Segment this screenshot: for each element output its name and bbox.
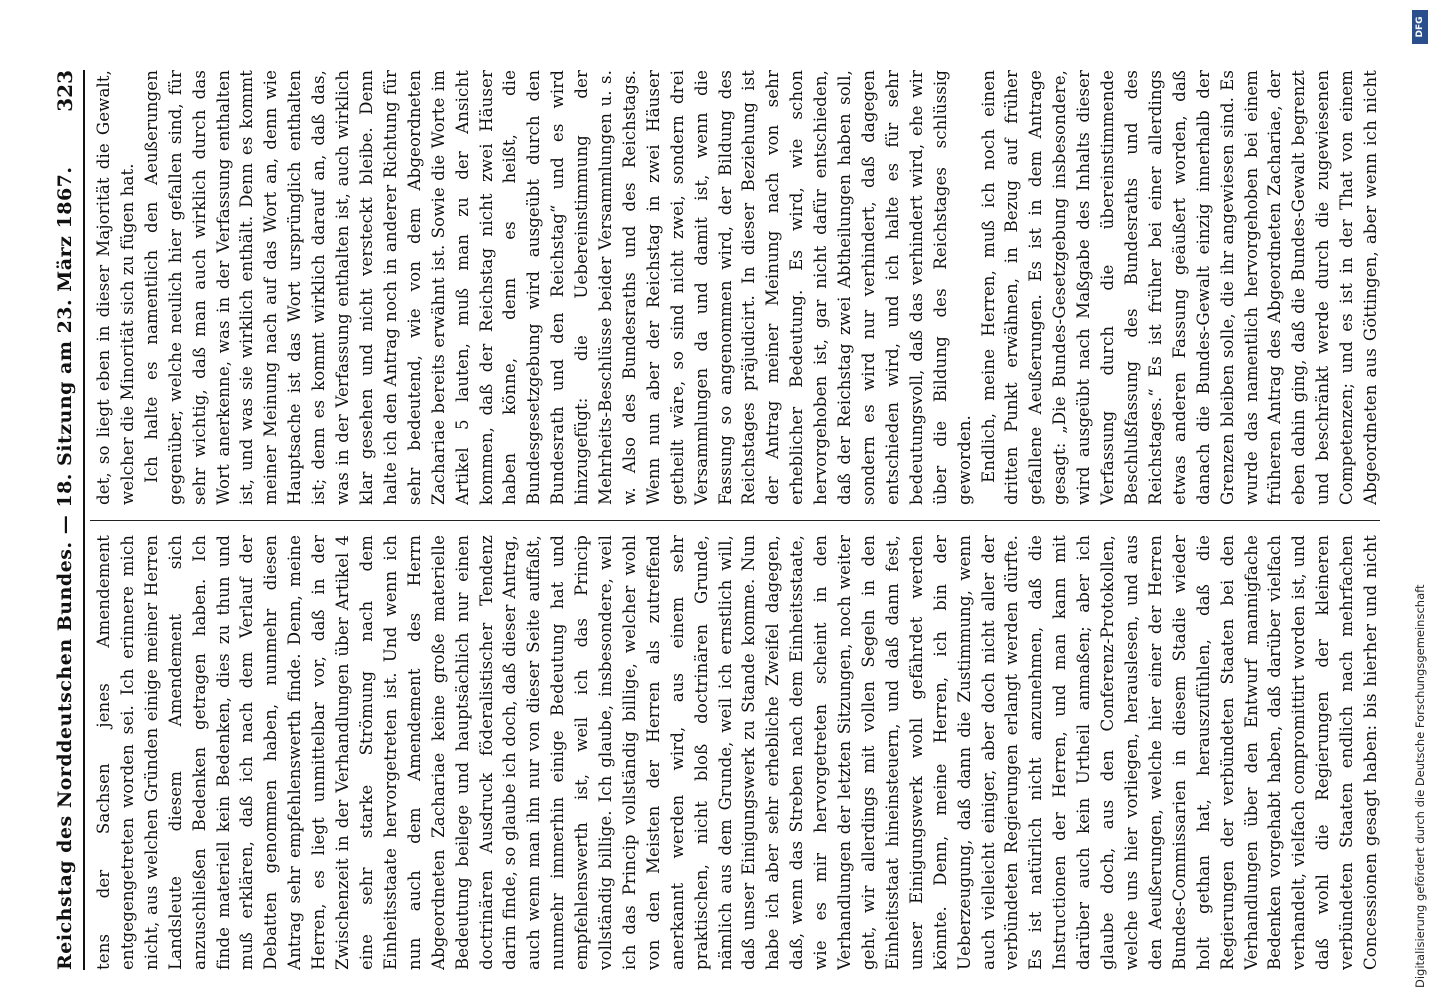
rotated-printed-page [20,40,1400,1000]
dfg-logo-icon [1412,10,1428,44]
right-paragraph-3: Endlich, meine Herren, muß ich noch einen dritten Punkt erwähnen, in Bezug auf früher gefallene Aeußerungen. Es ist in dem Antrage gesagt: „Die Bundes-Gesetzgebung insbesondere, wird ausgeübt nach Maßgabe des Inhalts dieser Verfassung durch die übereinstimmende Beschlußfassung des Bundesraths und des Reichstages.“ Es ist früher bei einer allerdings etwas anderen Fassung geäußert worden, daß danach die Bundes-Gewalt einzig innerhalb der Grenzen bleiben solle, die ihr angewiesen sind. Es wurde das namentlich hervorgehoben bei einem früheren Antrag des Abgeordneten Zachariae, der eben dahin ging, daß die Bundes-Gewalt begrenzt und beschränkt werde durch die zugewiesenen Competenzen; und es ist in der That von einem Abgeordneten aus Göttingen, aber wenn ich nicht [978,70,1381,505]
column-divider [90,520,1380,521]
left-column [92,535,1382,970]
right-column [92,70,1382,505]
right-paragraph-1: det, so liegt eben in dieser Majorität die Gewalt, welcher die Minorität sich zu fügen hat. [94,70,137,505]
dfg-logo-text: DFG [1415,16,1425,38]
right-paragraph-2: Ich halte es namentlich den Aeußerungen gegenüber, welche neulich hier gefallen sind, für sehr wichtig, daß man auch wirklich durch das Wort anerkenne, was in der Verfassung enthalten ist, und was sie wirklich enthält. Denn es kommt meiner Meinung nach auf das Wort an, denn wie Hauptsache ist das Wort ursprünglich enthalten ist; denn es kommt wirklich darauf an, daß das, was in der Verfassung enthalten ist, auch wirklich klar gesehen und nicht versteckt bleibe. Denn halte ich den Antrag noch in anderer Richtung für sehr bedeutend, wie von dem Abgeordneten Zachariae bereits erwähnt ist. Sowie die Worte im Artikel 5 lauten, muß man zu der Ansicht kommen, daß der Reichstag nicht zwei Häuser haben könne, denn es heißt, die Bundesgesetzgebung wird ausgeübt durch den Bundesrath und den Reichstag“ und es wird hinzugefügt: die Uebereinstimmung der Mehrheits-Beschlüsse beider Versammlungen u. s. w. Also des Bundesraths und des Reichstags. Wenn nun aber der Reichstag in zwei Häuser getheilt wäre, so sind nicht zwei, sondern drei Versammlungen da und damit ist, wenn die Fassung so angenommen wird, der Bildung des Reichstages präjudicirt. In dieser Beziehung ist der Antrag meiner Meinung nach von sehr erheblicher Bedeutung. Es wird, wie schon hervorgehoben ist, gar nicht dafür entschieden, daß der Reichstag zwei Abtheilungen haben soll, sondern es wird nur verhindert, daß dagegen entschieden wird, und ich halte es für sehr bedeutungsvoll, daß das verhindert wird, ehe wir über die Bildung des Reichstages schlüssig geworden. [141,70,974,505]
page-header [50,70,80,970]
running-title: Reichstag des Norddeutschen Bundes. — 18. Sitzung am 23. März 1867. [54,166,76,970]
page-number: 323 [53,70,77,112]
header-rule [83,70,85,970]
digitization-credit: Digitalisierung gefördert durch die Deutsche Forschungsgemeinschaft [1413,584,1427,988]
credit-strip [1408,0,1432,1000]
left-paragraph-1: tens der Sachsen jenes Amendement entgegengetreten worden sei. Ich erinnere mich nicht, aus welchen Gründen einige meiner Herren Landsleute diesem Amendement sich anzuschließen Bedenken getragen haben. Ich finde materiell kein Bedenken, dies zu thun und muß erklären, daß ich nach dem Verlauf der Debatten genommen haben, nunmehr diesen Antrag sehr empfehlenswerth finde. Denn, meine Herren, es liegt unmittelbar vor, daß in der Zwischenzeit in der Verhandlungen über Artikel 4 eine sehr starke Strömung nach dem Einheitsstaate hervorgetreten ist. Und wenn ich nun auch dem Amendement des Herrn Abgeordneten Zachariae keine große materielle Bedeutung beilege und hauptsächlich nur einen doctrinären Ausdruck föderalistischer Tendenz darin finde, so glaube ich doch, daß dieser Antrag, auch wenn man ihn nur von dieser Seite auffaßt, nunmehr immerhin einige Bedeutung hat und empfehlenswerth ist, weil ich das Princip vollständig billige. Ich glaube, insbesondere, weil ich das Princip vollständig billige, welcher wohl von den Meisten der Herren als zutreffend anerkannt werden wird, aus einem sehr praktischen, nicht bloß doctrinären Grunde, nämlich aus dem Grunde, weil ich ernstlich will, daß unser Einigungswerk zu Stande komme. Nun habe ich aber sehr erhebliche Zweifel dagegen, daß, wenn das Streben nach dem Einheitsstaate, wie es mir hervorgetreten scheint in den Verhandlungen der letzten Sitzungen, noch weiter geht, wir allerdings mit vollen Segeln in den Einheitsstaat hineinsteuern, und daß dann fest, unser Einigungswerk wohl gefährdet werden könnte. Denn, meine Herren, ich bin der Ueberzeugung, daß dann die Zustimmung, wenn auch vielleicht einiger, aber doch nicht aller der verbündeten Regierungen erlangt werden dürfte. Es ist natürlich nicht anzunehmen, daß die Instructionen der Herren, und man kann mit darüber auch kein Urtheil anmaßen; aber ich glaube doch, aus den Conferenz-Protokollen, welche uns hier vorliegen, herauslesen, und aus den Aeußerungen, welche hier einer der Herren Bundes-Commissarien in diesem Stadie wieder holt gethan hat, herauszufühlen, daß die Regierungen der verbündeten Staaten bei den Verhandlungen über den Entwurf mannigfache Bedenken vorgehabt haben, daß darüber vielfach verhandelt, vielfach compromittirt worden ist, und daß wohl die Regierungen der kleineren verbündeten Staaten endlich nach mehrfachen Concessionen gesagt haben: bis hierher und nicht [94,535,1381,970]
